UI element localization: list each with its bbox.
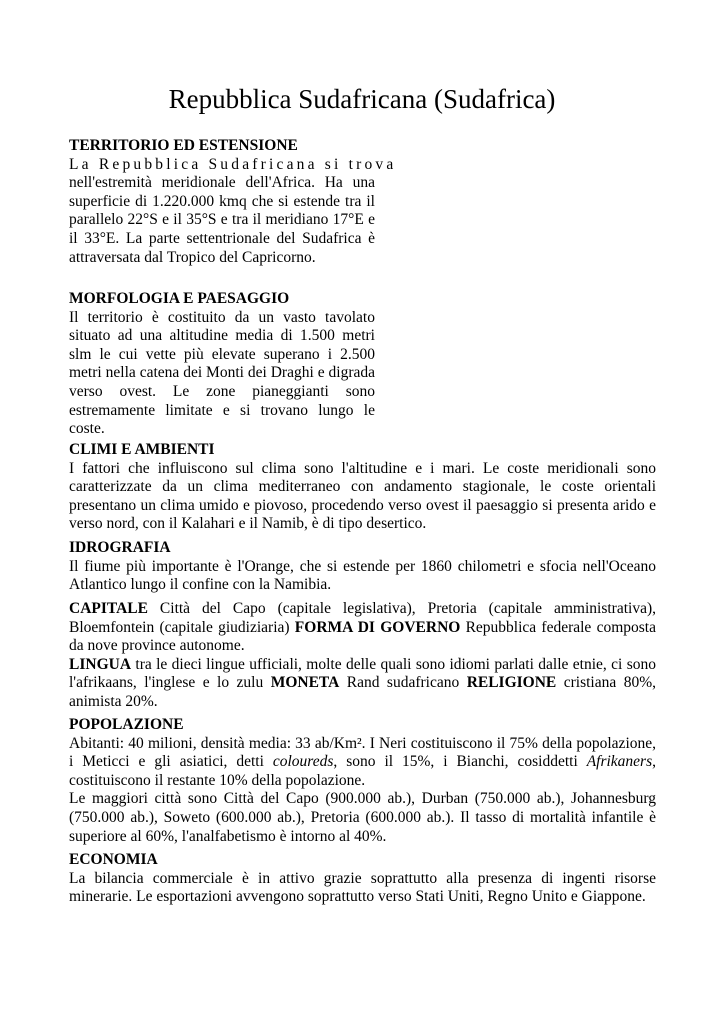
governo-label: FORMA DI GOVERNO <box>294 618 461 636</box>
popolazione-text <box>69 735 656 791</box>
heading-morfologia: MORFOLOGIA E PAESAGGIO <box>69 290 290 307</box>
moneta-text: Rand sudafricano <box>339 674 467 692</box>
section-morfologia <box>69 290 375 439</box>
economia-text: La bilancia commerciale è in attivo grazie soprattutto alla presenza di ingenti risorse minerarie. Le esportazioni avvengono soprattutto verso Stati Uniti, Regno Unito e Giappone. <box>69 869 656 906</box>
religione-text: cristiana 80%, animista 20%. <box>69 674 656 710</box>
lingua-paragraph <box>69 656 656 712</box>
coloureds-term: coloureds <box>272 753 334 771</box>
page-title: Repubblica Sudafricana (Sudafrica) <box>168 84 556 114</box>
section-popolazione <box>69 716 656 846</box>
moneta-label: MONETA <box>270 674 340 692</box>
section-economia <box>69 851 656 907</box>
idrografia-text: Il fiume più importante è l'Orange, che si estende per 1860 chilometri e sfocia nell'Oceano Atlantico lungo il confine con la Namibia. <box>69 557 656 594</box>
lingua-text: tra le dieci lingue ufficiali, molte delle quali sono idiomi parlati dalle etnie, ci sono l'afrikaans, l'inglese e lo zulu <box>69 655 656 692</box>
section-climi <box>69 441 656 534</box>
heading-territorio: TERRITORIO ED ESTENSIONE <box>69 137 298 154</box>
section-info <box>69 600 656 712</box>
heading-idrografia: IDROGRAFIA <box>69 539 171 556</box>
section-idrografia <box>69 539 656 595</box>
afrikaners-term: Afrikaners <box>586 753 653 771</box>
heading-popolazione: POPOLAZIONE <box>69 716 184 733</box>
governo-text: Repubblica federale composta da nove province autonome. <box>69 618 656 655</box>
popolazione-text-b: , sono il 15%, i Bianchi, cosiddetti <box>333 753 587 771</box>
capitale-label: CAPITALE <box>69 600 148 617</box>
religione-label: RELIGIONE <box>466 674 557 692</box>
morfologia-text: Il territorio è costituito da un vasto tavolato situato ad una altitudine media di 1.500 metri slm le cui vette più elevate superano i 2.500 metri nella catena dei Monti dei Draghi e digrada verso ovest. Le zone pianeggianti sono estremamente limitate e si trovano lungo le coste. <box>69 308 375 438</box>
capitale-paragraph <box>69 600 656 656</box>
section-territorio <box>69 137 397 267</box>
heading-climi: CLIMI E AMBIENTI <box>69 441 215 458</box>
popolazione-text-c: , costituiscono il restante 10% della popolazione. <box>69 753 656 789</box>
territorio-first-line: La Repubblica Sudafricana si trova <box>69 155 397 173</box>
climi-text: I fattori che influiscono sul clima sono l'altitudine e i mari. Le coste meridionali sono caratterizzate da un clima mediterraneo con andamento stagionale, le coste orientali presentano un clima umido e piovoso, procedendo verso ovest il paesaggio si presenta arido e verso nord, con il Kalahari e il Namib, è di tipo desertico. <box>69 459 656 533</box>
popolazione-text-2: Le maggiori città sono Città del Capo (900.000 ab.), Durban (750.000 ab.), Johannesburg (750.000 ab.), Soweto (600.000 ab.), Pretoria (600.000 ab.). Il tasso di mortalità infantile è superiore al 60%, l'analfabetismo è intorno al 40%. <box>69 790 656 845</box>
heading-economia: ECONOMIA <box>69 851 158 868</box>
popolazione-text-a: Abitanti: 40 milioni, densità media: 33 ab/Km². I Neri costituiscono il 75% della popolazione, i Meticci e gli asiatici, detti <box>69 734 656 771</box>
capitale-text: Città del Capo (capitale legislativa), Pretoria (capitale amministrativa), Bloemfontein (capitale giudiziaria) <box>69 600 656 636</box>
lingua-label: LINGUA <box>69 655 132 673</box>
territorio-text: nell'estremità meridionale dell'Africa. Ha una superficie di 1.220.000 kmq che si estende tra il parallelo 22°S e il 35°S e tra il meridiano 17°E e il 33°E. La parte settentrionale del Sudafrica è attraversata dal Tropico del Capricorno. <box>69 174 375 266</box>
